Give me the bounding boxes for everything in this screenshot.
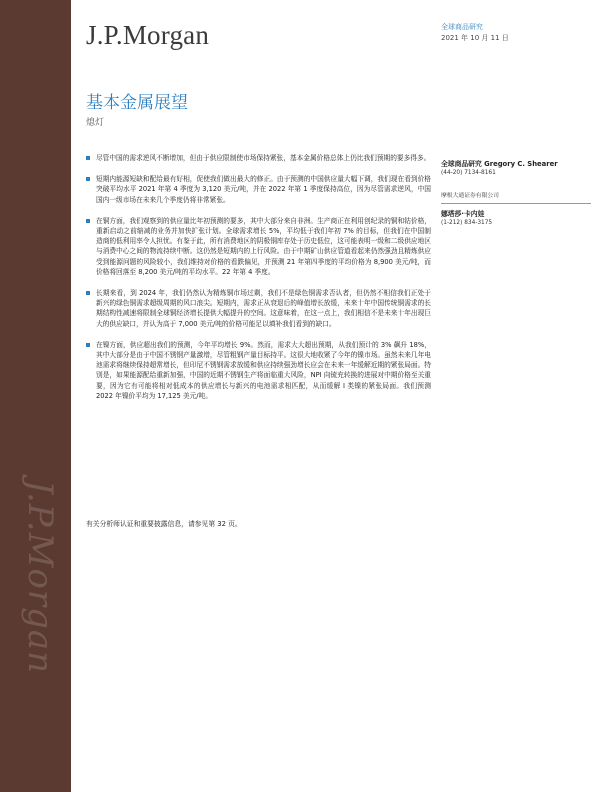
page-title: 基本金属展望	[86, 93, 188, 113]
bullet-square-icon	[86, 219, 90, 223]
paragraph-text: 短期内能源短缺和配给最有好相，促使我们做出最大的修正。由于预测的中国供应量大幅下调，我们现在看到价格突破平均水平 2021 年第 4 季度为 3,120 美元/吨，并在 2022 年第 1 季度保持高位，因为尽管需求逆风，中国国内一级市场在未来几个季度仍将非常紧张。	[96, 175, 431, 204]
bullet-square-icon	[86, 291, 90, 295]
research-section-label: 全球商品研究	[441, 23, 483, 31]
jpmorgan-logo: J.P.Morgan	[86, 20, 210, 50]
paragraph-text: 在镍方面，供应超出我们的预测，今年平均增长 9%。然而，需求大大超出预期，从我们预计的 3% 飙升 18%，其中大部分是由于中国不锈钢产量激增，尽管粗钢产量目标持平。这很大地收紧了今年的镍市场。虽然未来几年电池需求将继续保持超常增长，但印尼不锈钢需求放缓和供应持续强劲增长应会在未来一年缓解近期的紧张局面。特别是，如果能源配给重新加强，中国的近期不锈钢生产将面临重大风险，NPI 向锍充转换的进展对中期价格至关重要，因为它有可能将相对低成本的供应增长与新兴的电池需求相匹配，从而缓解 I 类镍的紧张局面。我们预测 2022 年镍价平均为 17,125 美元/吨。	[96, 340, 431, 400]
analyst-phone: (44-20) 7134-8161	[441, 170, 496, 176]
report-header-info	[441, 22, 509, 44]
bullet-paragraph	[86, 174, 431, 205]
paragraph-text: 在铜方面，我们观察到的供应量比年初预测的要多，其中大部分来自非洲。生产商正在利用创纪录的铜和钴价格，重新启动之前缩减的业务并加快扩张计划。全球需求增长 5%，平均低于我们年初 7% 的目标，但我们在中国制造商的低利用率令人担忧。有鉴于此，所有消费地区的阴极铜库存处于历史低位，这可能表明一级和二级供应地区与消费中心之间的物流持续中断。这仍然是短期内的上行风险。由于中期矿山供应管道看起来仍然强劲且精炼供应受到能源问题的风险较小，我们维持对价格的看跌偏见，并预测 21 年第四季度的平均价格为 8,900 美元/吨，而价格将回落至 8,200 美元/吨的平均水平。22 年第 4 季度。	[96, 216, 431, 276]
bullet-paragraph	[86, 340, 431, 401]
paragraph-text: 尽管中国的需求逆风不断增加，但由于供应限制使市场保持紧张，基本金属价格总体上仍比我们预期的要多得多。	[96, 154, 431, 162]
report-body	[86, 153, 431, 412]
bullet-paragraph	[86, 216, 431, 277]
paragraph-text: 长期来看，到 2024 年，我们仍然认为精炼铜市场过剩，我们不是绿色铜需求否认者，但仍然不相信我们正处于新兴的绿色铜需求超级周期的风口浪尖。短期内，需求正从衰退后的峰值增长放缓，未来十年中国传统铜需求的长期结构性减速将限制全球铜经济增长提供大幅提升的空间。这意味着，在这一点上，我们相信不是未来十年出现巨大的供应缺口，并认为高于 7,000 美元/吨的价格可能足以填补我们看到的缺口。	[96, 289, 431, 328]
bullet-square-icon	[86, 156, 90, 160]
bullet-paragraph	[86, 153, 431, 163]
divider	[441, 203, 591, 204]
analyst-affiliation: 摩根大通证券有限公司	[441, 193, 499, 199]
disclosure-note: 有关分析师认证和重要披露信息，请参见第 32 页。	[86, 520, 242, 528]
report-date: 2021 年 10 月 11 日	[441, 34, 509, 42]
bullet-paragraph	[86, 288, 431, 329]
analyst-name: 娜塔莎·卡内娃	[441, 210, 485, 218]
analyst-phone: (1-212) 834-3175	[441, 220, 493, 226]
analyst-name: 全球商品研究 Gregory C. Shearer	[441, 160, 558, 168]
sidebar-watermark-logo: J.P.Morgan	[20, 480, 60, 675]
page-subtitle: 熄灯	[86, 118, 105, 128]
bullet-square-icon	[86, 343, 90, 347]
brand-sidebar	[0, 0, 71, 792]
bullet-square-icon	[86, 177, 90, 181]
analyst-contacts	[441, 158, 591, 226]
